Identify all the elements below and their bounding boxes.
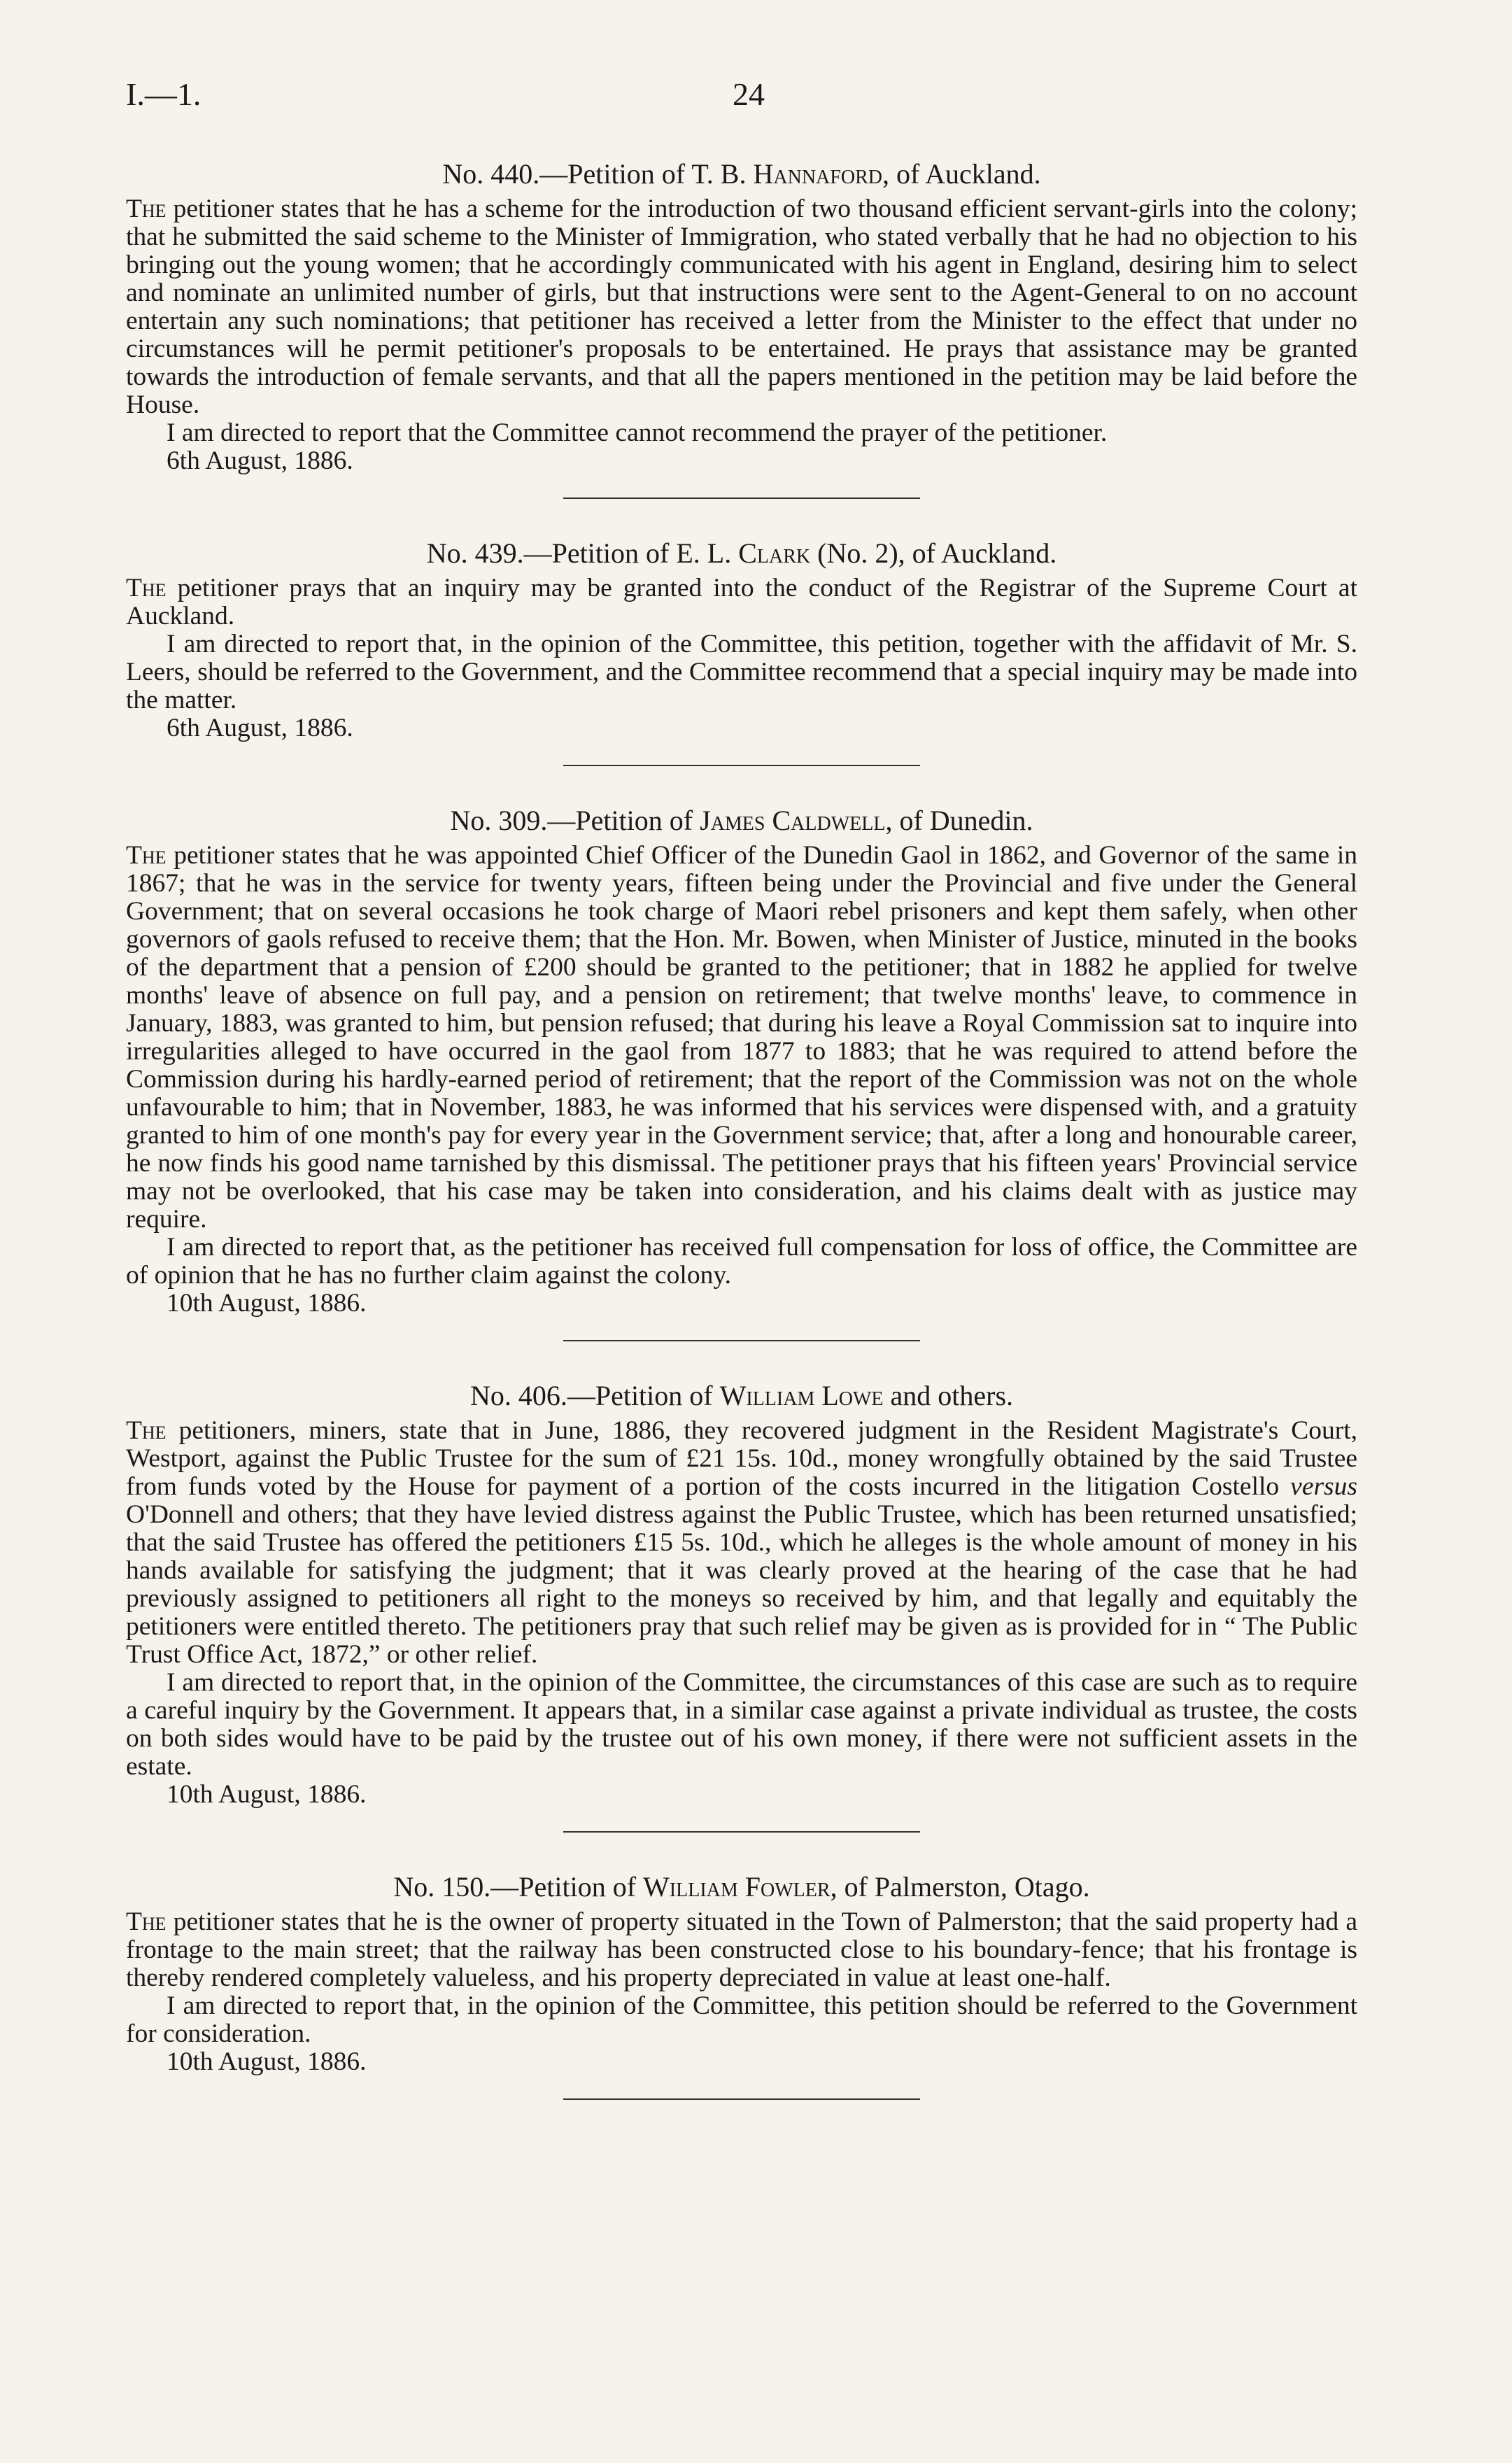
lead-word: The bbox=[126, 195, 167, 223]
petition-406 bbox=[126, 1379, 1357, 1809]
petition-309 bbox=[126, 804, 1357, 1318]
lead-word: The bbox=[126, 1907, 167, 1936]
heading-prefix: No. 440.—Petition of T. B. bbox=[442, 158, 754, 190]
committee-report: I am directed to report that, in the opinion of the Committee, this petition, together with the affidavit of Mr. S. Leers, should be referred to the Government, and the Committee recommend that a special inquiry may be made into the matter. bbox=[126, 630, 1357, 714]
body-text: petitioner prays that an inquiry may be granted into the conduct of the Registrar of the Supreme Court at Auckland. bbox=[126, 574, 1357, 630]
body-text: petitioner states that he is the owner of property situated in the Town of Palmerston; that the said property had a frontage to the main street; that the railway has been constructed close to his boundary-fence; that his frontage is thereby rendered completely valueless, and his property depreciated in value at least one-half. bbox=[126, 1907, 1357, 1992]
heading-prefix: No. 439.—Petition of E. L. bbox=[426, 537, 739, 569]
petition-body bbox=[126, 1908, 1357, 1992]
report-date: 6th August, 1886. bbox=[167, 446, 353, 475]
petitioner-name: Clark bbox=[738, 537, 811, 569]
petition-440 bbox=[126, 157, 1357, 475]
report-date: 10th August, 1886. bbox=[167, 1289, 367, 1318]
report-date: 10th August, 1886. bbox=[167, 2047, 367, 2076]
heading-suffix: , of Palmerston, Otago. bbox=[830, 1871, 1090, 1903]
heading-suffix: , of Auckland. bbox=[882, 158, 1041, 190]
committee-report: I am directed to report that, in the opinion of the Committee, this petition should be referred to the Government for consideration. bbox=[126, 1991, 1357, 2048]
committee-report: I am directed to report that, in the opinion of the Committee, the circumstances of this case are such as to require a careful inquiry by the Government. It appears that, in a similar case against a private individual as trustee, the costs on both sides would have to be paid by the trustee out of his own money, if there were not sufficient assets in the estate. bbox=[126, 1668, 1357, 1781]
heading-prefix: No. 309.—Petition of bbox=[450, 805, 700, 836]
petition-heading bbox=[126, 157, 1357, 191]
petition-heading bbox=[126, 1870, 1357, 1904]
petition-body bbox=[126, 1417, 1357, 1669]
lead-word: The bbox=[126, 574, 167, 602]
petitioner-name: James Caldwell bbox=[700, 805, 886, 836]
page-number: 24 bbox=[733, 76, 765, 112]
petition-150 bbox=[126, 1870, 1357, 2076]
petition-body bbox=[126, 574, 1357, 630]
petition-heading bbox=[126, 537, 1357, 570]
paper-reference: I.—1. bbox=[126, 76, 202, 112]
body-text: petitioner states that he has a scheme for the introduction of two thousand efficient servant-girls into the colony; that he submitted the said scheme to the Minister of Immigration, who stated verbally that he had no objection to his bringing out the young women; that he accordingly communicated with his agent in England, desiring him to select and nominate an unlimited number of girls, but that instructions were sent to the Agent-General to on no account entertain any such nominations; that petitioner has received a letter from the Minister to the effect that under no circumstances will he permit petitioner's proposals to be entertained. He prays that assistance may be granted towards the introduction of female servants, and that all the papers mentioned in the petition may be laid before the House. bbox=[126, 195, 1357, 419]
petition-heading bbox=[126, 804, 1357, 838]
body-text: petitioner states that he was appointed Chief Officer of the Dunedin Gaol in 1862, and Governor of the same in 1867; that he was in the service for twenty years, fifteen being under the Provincial and five under the General Government; that on several occasions he took charge of Maori rebel prisoners and kept them safely, when other governors of gaols refused to receive them; that the Hon. Mr. Bowen, when Minister of Justice, minuted in the books of the department that a pension of £200 should be granted to the petitioner; that in 1882 he applied for twelve months' leave of absence on full pay, and a pension on retirement; that twelve months' leave, to commence in January, 1883, was granted to him, but pension refused; that during his leave a Royal Commission sat to inquire into irregularities alleged to have occurred in the gaol from 1877 to 1883; that he was required to attend before the Commission during his hardly-earned period of retirement; that the report of the Commission was not on the whole unfavourable to him; that in November, 1883, he was informed that his services were dispensed with, and a gratuity granted to him of one month's pay for every year in the Government service; that, after a long and honourable career, he now finds his good name tarnished by this dismissal. The petitioner prays that his fifteen years' Provincial service may not be overlooked, that his case may be taken into consideration, and his claims dealt with as justice may require. bbox=[126, 841, 1357, 1234]
lead-word: The bbox=[126, 1416, 167, 1445]
heading-suffix: (No. 2), of Auckland. bbox=[810, 537, 1057, 569]
report-date: 10th August, 1886. bbox=[167, 1780, 367, 1809]
petitioner-name: William Fowler bbox=[643, 1871, 831, 1903]
section-divider bbox=[563, 1831, 920, 1833]
body-italic: versus bbox=[1290, 1472, 1357, 1501]
committee-report: I am directed to report that, as the petitioner has received full compensation for loss of office, the Committee are of opinion that he has no further claim against the colony. bbox=[126, 1233, 1357, 1290]
petitioner-name: Hannaford bbox=[753, 158, 882, 190]
petition-439 bbox=[126, 537, 1357, 742]
petitions-list bbox=[126, 157, 1357, 2100]
heading-prefix: No. 406.—Petition of bbox=[469, 1380, 720, 1411]
section-divider bbox=[563, 1340, 920, 1341]
report-date: 6th August, 1886. bbox=[167, 714, 353, 742]
section-divider bbox=[563, 2098, 920, 2100]
heading-suffix: , of Dunedin. bbox=[885, 805, 1033, 836]
committee-report: I am directed to report that the Committee cannot recommend the prayer of the petitioner. bbox=[167, 418, 1108, 447]
petition-body bbox=[126, 195, 1357, 419]
petitioner-name: William Lowe bbox=[719, 1380, 884, 1411]
heading-prefix: No. 150.—Petition of bbox=[393, 1871, 644, 1903]
section-divider bbox=[563, 497, 920, 499]
section-divider bbox=[563, 765, 920, 766]
page-header bbox=[126, 76, 1371, 118]
petition-body bbox=[126, 842, 1357, 1234]
lead-word: The bbox=[126, 841, 167, 870]
body-text: O'Donnell and others; that they have levied distress against the Public Trustee, which has been returned unsatisfied; that the said Trustee has offered the petitioners £15 5s. 10d., which he alleges is the whole amount of money in his hands available for satisfying the judgment; that it was clearly proved at the hearing of the case that he had previously assigned to petitioners all right to the moneys so received by him, and that legally and equitably the petitioners were entitled thereto. The petitioners pray that such relief may be given as is provided for in “ The Public Trust Office Act, 1872,” or other relief. bbox=[126, 1500, 1357, 1669]
petition-heading bbox=[126, 1379, 1357, 1413]
heading-suffix: and others. bbox=[883, 1380, 1014, 1411]
body-text: petitioners, miners, state that in June, 1886, they recovered judgment in the Resident Magistrate's Court, Westport, against the Public Trustee for the sum of £21 15s. 10d., money wrongfully obtained by the said Trustee from funds voted by the House for payment of a portion of the costs incurred in the litigation Costello bbox=[126, 1416, 1357, 1501]
